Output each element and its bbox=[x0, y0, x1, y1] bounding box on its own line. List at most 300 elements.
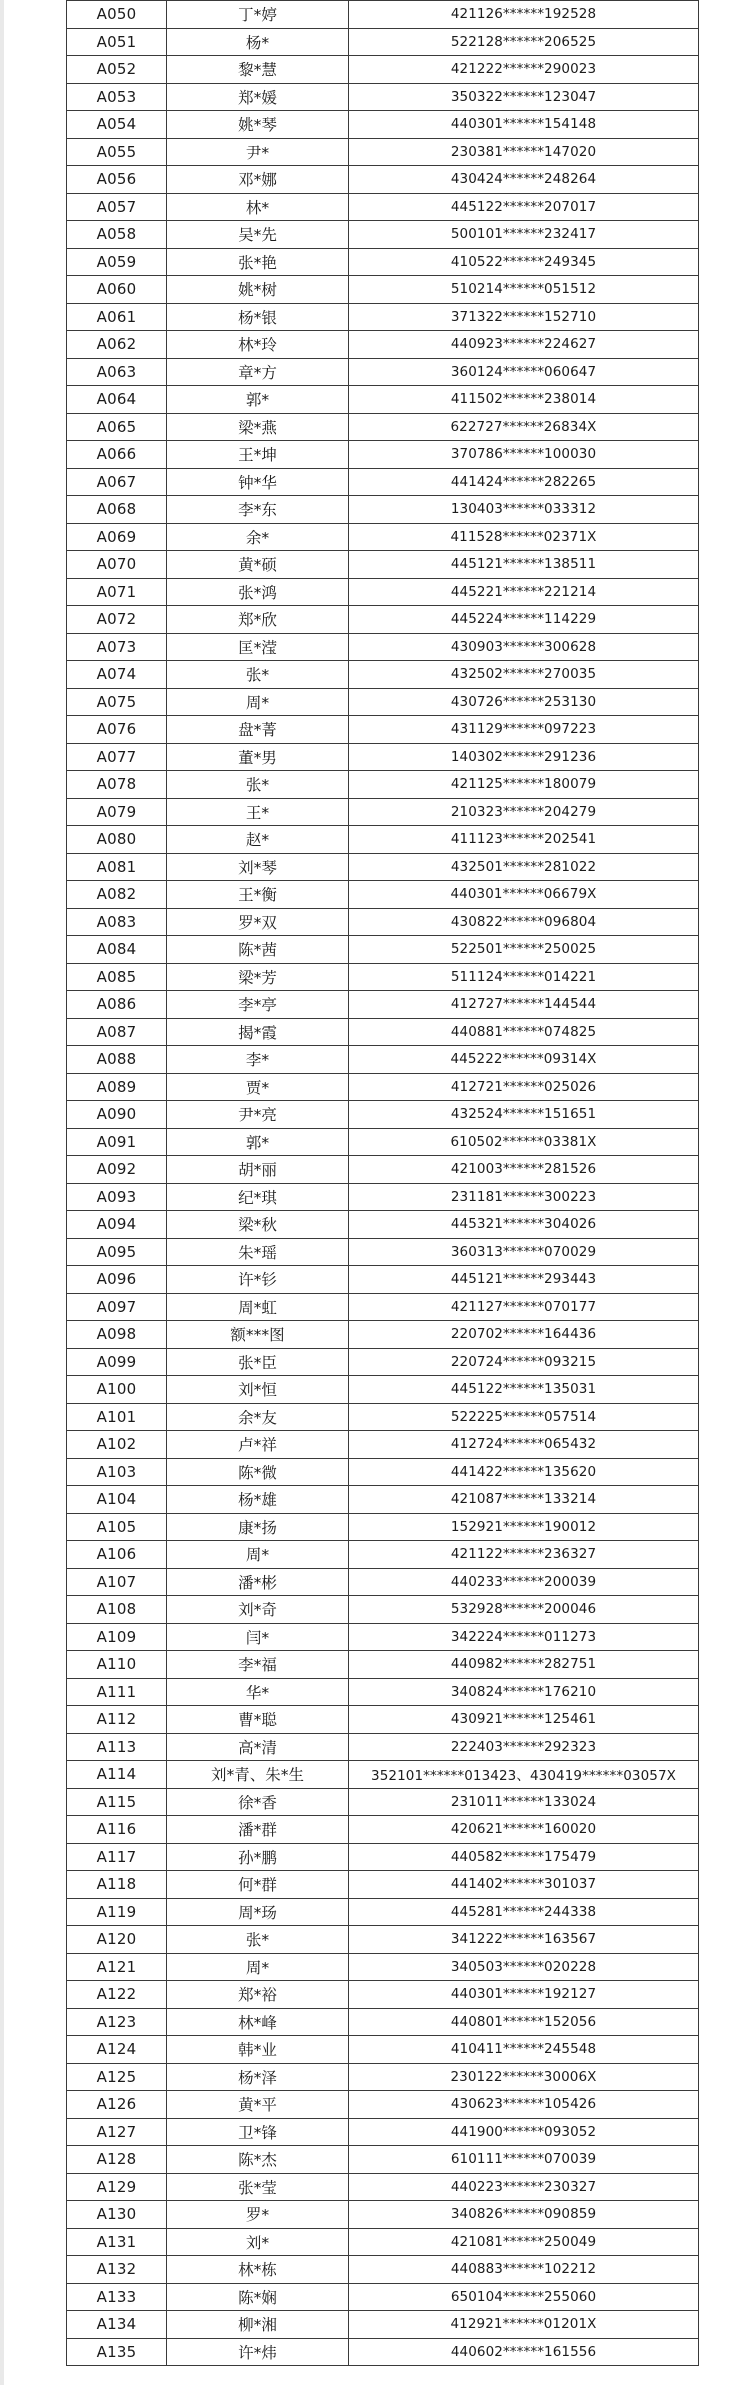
row-code-cell: A101 bbox=[67, 1403, 167, 1431]
table-row bbox=[67, 386, 699, 414]
row-code-cell: A124 bbox=[67, 2036, 167, 2064]
table-row bbox=[67, 331, 699, 359]
table-row bbox=[67, 413, 699, 441]
row-id-number-cell: 421127******070177 bbox=[349, 1293, 699, 1321]
row-id-number-cell: 421222******290023 bbox=[349, 56, 699, 84]
table-row bbox=[67, 1128, 699, 1156]
table-row bbox=[67, 963, 699, 991]
row-name-cell: 华* bbox=[167, 1678, 349, 1706]
table-row bbox=[67, 303, 699, 331]
row-code-cell: A093 bbox=[67, 1183, 167, 1211]
table-row bbox=[67, 2173, 699, 2201]
table-row bbox=[67, 771, 699, 799]
row-code-cell: A057 bbox=[67, 193, 167, 221]
row-code-cell: A064 bbox=[67, 386, 167, 414]
row-name-cell: 胡*丽 bbox=[167, 1156, 349, 1184]
table-row bbox=[67, 853, 699, 881]
table-row bbox=[67, 1348, 699, 1376]
table-row bbox=[67, 441, 699, 469]
row-id-number-cell: 340503******020228 bbox=[349, 1953, 699, 1981]
table-row bbox=[67, 1376, 699, 1404]
row-code-cell: A058 bbox=[67, 221, 167, 249]
table-row bbox=[67, 2118, 699, 2146]
table-row bbox=[67, 1623, 699, 1651]
row-name-cell: 刘* bbox=[167, 2228, 349, 2256]
table-row bbox=[67, 1403, 699, 1431]
row-name-cell: 王* bbox=[167, 798, 349, 826]
table-row bbox=[67, 908, 699, 936]
row-id-number-cell: 622727******26834X bbox=[349, 413, 699, 441]
row-id-number-cell: 430822******096804 bbox=[349, 908, 699, 936]
row-name-cell: 陈*微 bbox=[167, 1458, 349, 1486]
row-code-cell: A084 bbox=[67, 936, 167, 964]
row-code-cell: A060 bbox=[67, 276, 167, 304]
row-name-cell: 周* bbox=[167, 1541, 349, 1569]
row-name-cell: 闫* bbox=[167, 1623, 349, 1651]
table-row bbox=[67, 2311, 699, 2339]
row-id-number-cell: 340824******176210 bbox=[349, 1678, 699, 1706]
row-code-cell: A118 bbox=[67, 1871, 167, 1899]
row-id-number-cell: 445121******293443 bbox=[349, 1266, 699, 1294]
row-name-cell: 罗*双 bbox=[167, 908, 349, 936]
row-name-cell: 李* bbox=[167, 1046, 349, 1074]
row-code-cell: A051 bbox=[67, 28, 167, 56]
row-code-cell: A059 bbox=[67, 248, 167, 276]
row-name-cell: 王*坤 bbox=[167, 441, 349, 469]
table-row bbox=[67, 633, 699, 661]
row-name-cell: 孙*鹏 bbox=[167, 1843, 349, 1871]
table-row bbox=[67, 1568, 699, 1596]
row-code-cell: A096 bbox=[67, 1266, 167, 1294]
row-id-number-cell: 370786******100030 bbox=[349, 441, 699, 469]
row-id-number-cell: 210323******204279 bbox=[349, 798, 699, 826]
row-name-cell: 陈*杰 bbox=[167, 2146, 349, 2174]
table-row bbox=[67, 2091, 699, 2119]
row-id-number-cell: 412721******025026 bbox=[349, 1073, 699, 1101]
row-name-cell: 王*衡 bbox=[167, 881, 349, 909]
row-code-cell: A056 bbox=[67, 166, 167, 194]
row-name-cell: 曹*聪 bbox=[167, 1706, 349, 1734]
row-code-cell: A103 bbox=[67, 1458, 167, 1486]
table-row bbox=[67, 1926, 699, 1954]
row-id-number-cell: 445222******09314X bbox=[349, 1046, 699, 1074]
row-id-number-cell: 341222******163567 bbox=[349, 1926, 699, 1954]
row-id-number-cell: 610502******03381X bbox=[349, 1128, 699, 1156]
row-code-cell: A105 bbox=[67, 1513, 167, 1541]
row-id-number-cell: 445281******244338 bbox=[349, 1898, 699, 1926]
row-name-cell: 林*栋 bbox=[167, 2256, 349, 2284]
row-code-cell: A055 bbox=[67, 138, 167, 166]
row-name-cell: 高*清 bbox=[167, 1733, 349, 1761]
row-name-cell: 康*扬 bbox=[167, 1513, 349, 1541]
row-id-number-cell: 522225******057514 bbox=[349, 1403, 699, 1431]
table-row bbox=[67, 1183, 699, 1211]
row-name-cell: 邓*娜 bbox=[167, 166, 349, 194]
row-code-cell: A067 bbox=[67, 468, 167, 496]
row-id-number-cell: 222403******292323 bbox=[349, 1733, 699, 1761]
table-row bbox=[67, 166, 699, 194]
row-id-number-cell: 432524******151651 bbox=[349, 1101, 699, 1129]
row-name-cell: 周*玚 bbox=[167, 1898, 349, 1926]
row-id-number-cell: 421087******133214 bbox=[349, 1486, 699, 1514]
row-id-number-cell: 421125******180079 bbox=[349, 771, 699, 799]
row-name-cell: 朱*瑶 bbox=[167, 1238, 349, 1266]
row-code-cell: A098 bbox=[67, 1321, 167, 1349]
table-row bbox=[67, 1981, 699, 2009]
row-id-number-cell: 420621******160020 bbox=[349, 1816, 699, 1844]
row-id-number-cell: 440881******074825 bbox=[349, 1018, 699, 1046]
row-name-cell: 梁*芳 bbox=[167, 963, 349, 991]
row-id-number-cell: 231181******300223 bbox=[349, 1183, 699, 1211]
row-name-cell: 刘*恒 bbox=[167, 1376, 349, 1404]
row-id-number-cell: 500101******232417 bbox=[349, 221, 699, 249]
row-code-cell: A078 bbox=[67, 771, 167, 799]
row-id-number-cell: 230381******147020 bbox=[349, 138, 699, 166]
row-code-cell: A104 bbox=[67, 1486, 167, 1514]
row-id-number-cell: 231011******133024 bbox=[349, 1788, 699, 1816]
row-id-number-cell: 411528******02371X bbox=[349, 523, 699, 551]
table-row bbox=[67, 1018, 699, 1046]
row-name-cell: 刘*琴 bbox=[167, 853, 349, 881]
roster-table bbox=[66, 0, 699, 2366]
row-name-cell: 陈*娴 bbox=[167, 2283, 349, 2311]
row-code-cell: A134 bbox=[67, 2311, 167, 2339]
row-name-cell: 余*友 bbox=[167, 1403, 349, 1431]
row-name-cell: 郭* bbox=[167, 1128, 349, 1156]
row-name-cell: 盘*菁 bbox=[167, 716, 349, 744]
row-code-cell: A089 bbox=[67, 1073, 167, 1101]
row-id-number-cell: 445224******114229 bbox=[349, 606, 699, 634]
row-id-number-cell: 130403******033312 bbox=[349, 496, 699, 524]
row-name-cell: 丁*婷 bbox=[167, 1, 349, 29]
row-code-cell: A129 bbox=[67, 2173, 167, 2201]
table-row bbox=[67, 688, 699, 716]
row-code-cell: A131 bbox=[67, 2228, 167, 2256]
row-code-cell: A135 bbox=[67, 2338, 167, 2366]
table-row bbox=[67, 1596, 699, 1624]
row-id-number-cell: 432501******281022 bbox=[349, 853, 699, 881]
table-row bbox=[67, 1513, 699, 1541]
table-row bbox=[67, 1843, 699, 1871]
row-name-cell: 林* bbox=[167, 193, 349, 221]
table-row bbox=[67, 56, 699, 84]
row-code-cell: A083 bbox=[67, 908, 167, 936]
row-code-cell: A130 bbox=[67, 2201, 167, 2229]
row-name-cell: 周* bbox=[167, 688, 349, 716]
row-id-number-cell: 441422******135620 bbox=[349, 1458, 699, 1486]
row-id-number-cell: 440883******102212 bbox=[349, 2256, 699, 2284]
row-name-cell: 张*莹 bbox=[167, 2173, 349, 2201]
row-code-cell: A076 bbox=[67, 716, 167, 744]
table-row bbox=[67, 2008, 699, 2036]
row-code-cell: A108 bbox=[67, 1596, 167, 1624]
table-row bbox=[67, 1486, 699, 1514]
row-id-number-cell: 445321******304026 bbox=[349, 1211, 699, 1239]
left-edge-shade bbox=[0, 0, 4, 2385]
row-id-number-cell: 360124******060647 bbox=[349, 358, 699, 386]
row-id-number-cell: 421126******192528 bbox=[349, 1, 699, 29]
row-code-cell: A061 bbox=[67, 303, 167, 331]
table-row bbox=[67, 2338, 699, 2366]
row-name-cell: 郑*裕 bbox=[167, 1981, 349, 2009]
row-id-number-cell: 411123******202541 bbox=[349, 826, 699, 854]
row-name-cell: 姚*树 bbox=[167, 276, 349, 304]
row-name-cell: 许*钐 bbox=[167, 1266, 349, 1294]
row-id-number-cell: 342224******011273 bbox=[349, 1623, 699, 1651]
table-row bbox=[67, 28, 699, 56]
row-id-number-cell: 522128******206525 bbox=[349, 28, 699, 56]
table-row bbox=[67, 551, 699, 579]
row-code-cell: A107 bbox=[67, 1568, 167, 1596]
row-id-number-cell: 441402******301037 bbox=[349, 1871, 699, 1899]
row-id-number-cell: 430623******105426 bbox=[349, 2091, 699, 2119]
row-id-number-cell: 510214******051512 bbox=[349, 276, 699, 304]
row-id-number-cell: 440801******152056 bbox=[349, 2008, 699, 2036]
row-code-cell: A119 bbox=[67, 1898, 167, 1926]
row-name-cell: 梁*燕 bbox=[167, 413, 349, 441]
table-row bbox=[67, 193, 699, 221]
row-name-cell: 杨*泽 bbox=[167, 2063, 349, 2091]
table-row bbox=[67, 1431, 699, 1459]
row-code-cell: A086 bbox=[67, 991, 167, 1019]
table-row bbox=[67, 358, 699, 386]
table-row bbox=[67, 111, 699, 139]
row-code-cell: A121 bbox=[67, 1953, 167, 1981]
row-id-number-cell: 440301******154148 bbox=[349, 111, 699, 139]
row-name-cell: 章*方 bbox=[167, 358, 349, 386]
table-row bbox=[67, 83, 699, 111]
table-row bbox=[67, 1733, 699, 1761]
row-id-number-cell: 511124******014221 bbox=[349, 963, 699, 991]
row-name-cell: 李*福 bbox=[167, 1651, 349, 1679]
table-row bbox=[67, 1953, 699, 1981]
row-id-number-cell: 440223******230327 bbox=[349, 2173, 699, 2201]
row-name-cell: 杨* bbox=[167, 28, 349, 56]
table-row bbox=[67, 1541, 699, 1569]
row-code-cell: A109 bbox=[67, 1623, 167, 1651]
row-code-cell: A123 bbox=[67, 2008, 167, 2036]
roster-sheet bbox=[66, 0, 698, 2366]
table-row bbox=[67, 1266, 699, 1294]
row-id-number-cell: 412921******01201X bbox=[349, 2311, 699, 2339]
row-code-cell: A081 bbox=[67, 853, 167, 881]
row-name-cell: 许*炜 bbox=[167, 2338, 349, 2366]
row-code-cell: A117 bbox=[67, 1843, 167, 1871]
row-id-number-cell: 220724******093215 bbox=[349, 1348, 699, 1376]
row-code-cell: A054 bbox=[67, 111, 167, 139]
row-name-cell: 匡*滢 bbox=[167, 633, 349, 661]
row-id-number-cell: 650104******255060 bbox=[349, 2283, 699, 2311]
row-name-cell: 张*鸿 bbox=[167, 578, 349, 606]
row-name-cell: 潘*彬 bbox=[167, 1568, 349, 1596]
row-id-number-cell: 430424******248264 bbox=[349, 166, 699, 194]
roster-table-body bbox=[67, 1, 699, 2366]
row-code-cell: A111 bbox=[67, 1678, 167, 1706]
row-id-number-cell: 440301******192127 bbox=[349, 1981, 699, 2009]
row-id-number-cell: 440582******175479 bbox=[349, 1843, 699, 1871]
table-row bbox=[67, 881, 699, 909]
table-row bbox=[67, 716, 699, 744]
row-code-cell: A068 bbox=[67, 496, 167, 524]
row-name-cell: 赵* bbox=[167, 826, 349, 854]
row-code-cell: A082 bbox=[67, 881, 167, 909]
row-code-cell: A073 bbox=[67, 633, 167, 661]
row-id-number-cell: 430903******300628 bbox=[349, 633, 699, 661]
row-id-number-cell: 412727******144544 bbox=[349, 991, 699, 1019]
row-id-number-cell: 445221******221214 bbox=[349, 578, 699, 606]
row-id-number-cell: 412724******065432 bbox=[349, 1431, 699, 1459]
row-id-number-cell: 522501******250025 bbox=[349, 936, 699, 964]
table-row bbox=[67, 1788, 699, 1816]
row-name-cell: 李*亭 bbox=[167, 991, 349, 1019]
row-name-cell: 韩*业 bbox=[167, 2036, 349, 2064]
table-row bbox=[67, 2036, 699, 2064]
row-id-number-cell: 440982******282751 bbox=[349, 1651, 699, 1679]
row-code-cell: A090 bbox=[67, 1101, 167, 1129]
row-id-number-cell: 421081******250049 bbox=[349, 2228, 699, 2256]
row-name-cell: 郑*欣 bbox=[167, 606, 349, 634]
row-code-cell: A116 bbox=[67, 1816, 167, 1844]
row-name-cell: 余* bbox=[167, 523, 349, 551]
table-row bbox=[67, 798, 699, 826]
table-row bbox=[67, 936, 699, 964]
table-row bbox=[67, 1, 699, 29]
table-row bbox=[67, 2228, 699, 2256]
row-name-cell: 额***图 bbox=[167, 1321, 349, 1349]
table-row bbox=[67, 1678, 699, 1706]
row-id-number-cell: 340826******090859 bbox=[349, 2201, 699, 2229]
row-name-cell: 纪*琪 bbox=[167, 1183, 349, 1211]
table-row bbox=[67, 606, 699, 634]
table-row bbox=[67, 2063, 699, 2091]
row-id-number-cell: 532928******200046 bbox=[349, 1596, 699, 1624]
row-name-cell: 李*东 bbox=[167, 496, 349, 524]
row-code-cell: A075 bbox=[67, 688, 167, 716]
row-name-cell: 张* bbox=[167, 771, 349, 799]
row-code-cell: A074 bbox=[67, 661, 167, 689]
row-name-cell: 卢*祥 bbox=[167, 1431, 349, 1459]
table-row bbox=[67, 1293, 699, 1321]
row-code-cell: A110 bbox=[67, 1651, 167, 1679]
row-code-cell: A114 bbox=[67, 1761, 167, 1789]
row-name-cell: 杨*雄 bbox=[167, 1486, 349, 1514]
row-code-cell: A070 bbox=[67, 551, 167, 579]
table-row bbox=[67, 2201, 699, 2229]
table-row bbox=[67, 1761, 699, 1789]
row-name-cell: 吴*先 bbox=[167, 221, 349, 249]
row-id-number-cell: 431129******097223 bbox=[349, 716, 699, 744]
row-id-number-cell: 360313******070029 bbox=[349, 1238, 699, 1266]
row-name-cell: 黎*慧 bbox=[167, 56, 349, 84]
row-id-number-cell: 350322******123047 bbox=[349, 83, 699, 111]
row-id-number-cell: 421122******236327 bbox=[349, 1541, 699, 1569]
row-code-cell: A053 bbox=[67, 83, 167, 111]
table-row bbox=[67, 991, 699, 1019]
row-code-cell: A063 bbox=[67, 358, 167, 386]
row-id-number-cell: 410522******249345 bbox=[349, 248, 699, 276]
table-row bbox=[67, 1073, 699, 1101]
row-id-number-cell: 410411******245548 bbox=[349, 2036, 699, 2064]
row-name-cell: 周* bbox=[167, 1953, 349, 1981]
row-name-cell: 张*臣 bbox=[167, 1348, 349, 1376]
row-name-cell: 周*虹 bbox=[167, 1293, 349, 1321]
table-row bbox=[67, 1816, 699, 1844]
row-name-cell: 张* bbox=[167, 1926, 349, 1954]
row-id-number-cell: 445122******207017 bbox=[349, 193, 699, 221]
row-code-cell: A113 bbox=[67, 1733, 167, 1761]
row-code-cell: A126 bbox=[67, 2091, 167, 2119]
row-id-number-cell: 610111******070039 bbox=[349, 2146, 699, 2174]
row-name-cell: 卫*锋 bbox=[167, 2118, 349, 2146]
row-id-number-cell: 140302******291236 bbox=[349, 743, 699, 771]
row-name-cell: 尹* bbox=[167, 138, 349, 166]
row-id-number-cell: 441424******282265 bbox=[349, 468, 699, 496]
row-code-cell: A100 bbox=[67, 1376, 167, 1404]
row-code-cell: A099 bbox=[67, 1348, 167, 1376]
row-name-cell: 罗* bbox=[167, 2201, 349, 2229]
row-code-cell: A052 bbox=[67, 56, 167, 84]
row-id-number-cell: 440923******224627 bbox=[349, 331, 699, 359]
table-row bbox=[67, 1651, 699, 1679]
row-name-cell: 张* bbox=[167, 661, 349, 689]
table-row bbox=[67, 496, 699, 524]
row-code-cell: A106 bbox=[67, 1541, 167, 1569]
row-name-cell: 郑*媛 bbox=[167, 83, 349, 111]
row-id-number-cell: 445122******135031 bbox=[349, 1376, 699, 1404]
row-code-cell: A097 bbox=[67, 1293, 167, 1321]
row-name-cell: 徐*香 bbox=[167, 1788, 349, 1816]
row-name-cell: 刘*奇 bbox=[167, 1596, 349, 1624]
row-id-number-cell: 430921******125461 bbox=[349, 1706, 699, 1734]
row-code-cell: A072 bbox=[67, 606, 167, 634]
table-row bbox=[67, 1871, 699, 1899]
row-id-number-cell: 440233******200039 bbox=[349, 1568, 699, 1596]
row-id-number-cell: 445121******138511 bbox=[349, 551, 699, 579]
table-row bbox=[67, 1321, 699, 1349]
row-name-cell: 郭* bbox=[167, 386, 349, 414]
row-code-cell: A079 bbox=[67, 798, 167, 826]
table-row bbox=[67, 1156, 699, 1184]
table-row bbox=[67, 2283, 699, 2311]
row-name-cell: 贾* bbox=[167, 1073, 349, 1101]
row-code-cell: A062 bbox=[67, 331, 167, 359]
row-code-cell: A092 bbox=[67, 1156, 167, 1184]
row-code-cell: A050 bbox=[67, 1, 167, 29]
row-name-cell: 揭*霞 bbox=[167, 1018, 349, 1046]
row-code-cell: A122 bbox=[67, 1981, 167, 2009]
row-name-cell: 钟*华 bbox=[167, 468, 349, 496]
table-row bbox=[67, 1211, 699, 1239]
row-code-cell: A125 bbox=[67, 2063, 167, 2091]
row-name-cell: 林*玲 bbox=[167, 331, 349, 359]
row-code-cell: A128 bbox=[67, 2146, 167, 2174]
row-code-cell: A127 bbox=[67, 2118, 167, 2146]
row-code-cell: A102 bbox=[67, 1431, 167, 1459]
row-code-cell: A065 bbox=[67, 413, 167, 441]
row-code-cell: A077 bbox=[67, 743, 167, 771]
row-id-number-cell: 421003******281526 bbox=[349, 1156, 699, 1184]
row-code-cell: A132 bbox=[67, 2256, 167, 2284]
row-name-cell: 林*峰 bbox=[167, 2008, 349, 2036]
row-id-number-cell: 371322******152710 bbox=[349, 303, 699, 331]
row-name-cell: 杨*银 bbox=[167, 303, 349, 331]
row-code-cell: A133 bbox=[67, 2283, 167, 2311]
row-name-cell: 梁*秋 bbox=[167, 1211, 349, 1239]
row-id-number-cell: 441900******093052 bbox=[349, 2118, 699, 2146]
row-code-cell: A091 bbox=[67, 1128, 167, 1156]
row-name-cell: 刘*青、朱*生 bbox=[167, 1761, 349, 1789]
table-row bbox=[67, 248, 699, 276]
